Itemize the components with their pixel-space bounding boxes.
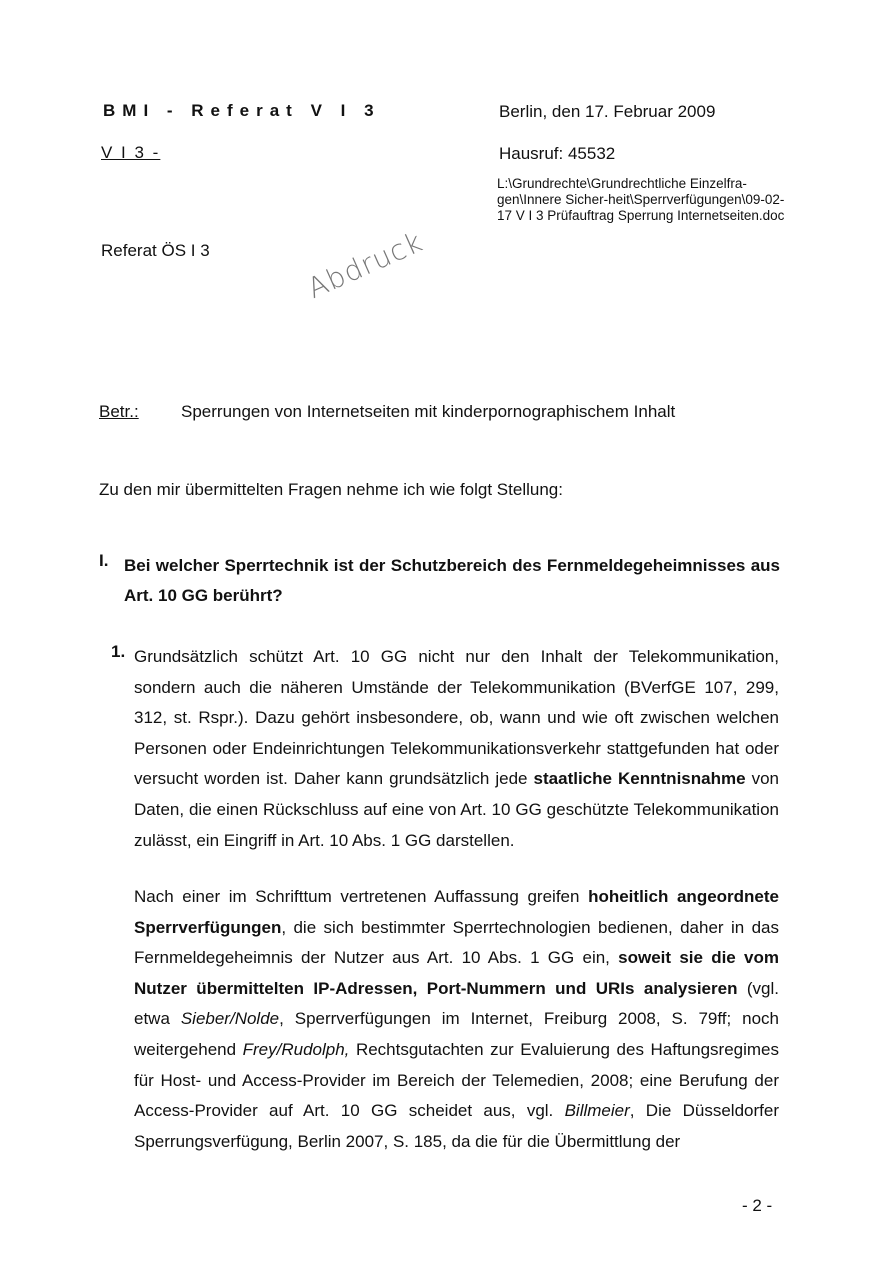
paragraph-2-text: Rechtsgutachten zur Evaluierung des Haftungsregimes für Host- und Access-Provider im Bereich der Telemedien, 2008; eine Berufung der Access-Provider auf Art. 10 GG scheidet aus, vgl. [134,1039,779,1121]
recipient: Referat ÖS I 3 [101,241,210,260]
paragraph-1 [134,642,779,856]
intro-paragraph: Zu den mir übermittelten Fragen nehme ich wie folgt Stellung: [99,480,563,499]
paragraph-2-emphasis: hoheitlich angeordnete Sperrverfügungen [134,887,779,937]
question-heading: Bei welcher Sperrtechnik ist der Schutzbereich des Fernmeldegeheimnisses aus Art. 10 GG berührt? [124,556,780,605]
phone-extension: Hausruf: 45532 [499,144,616,163]
point-number: 1. [111,642,126,661]
citation-author: Frey/Rudolph, [242,1039,350,1059]
question-number: I. [99,551,109,570]
paragraph-2-text: , die sich bestimmter Sperrtechnologien bedienen, daher in das Fernmeldegeheimnis der Nutzer aus Art. 10 Abs. 1 GG ein, [134,917,779,968]
paragraph-2-text: , Sperrverfügungen im Internet, Freiburg 2008, S. 79ff; noch weitergehend [134,1009,780,1059]
paragraph-2-text: , Die Düsseldorfer Sperrungsverfügung, Berlin 2007, S. 185, da die für die Übermittlung der [134,1101,779,1151]
file-code: V I 3 - [101,143,161,162]
paragraph-2 [134,882,779,1157]
citation-author: Sieber/Nolde [180,1009,280,1029]
page-number: - 2 - [742,1196,773,1215]
subject-label: Betr.: [99,402,139,421]
citation-author: Billmeier [564,1101,630,1121]
paragraph-2-emphasis: soweit sie die vom Nutzer übermittelten IP-Adressen, Port-Nummern und URIs analysieren [134,948,779,998]
subject-text: Sperrungen von Internetseiten mit kinderpornographischem Inhalt [181,402,676,421]
date-line: Berlin, den 17. Februar 2009 [499,102,716,121]
paragraph-2-text: Nach einer im Schrifttum vertretenen Auffassung greifen [134,887,589,906]
paragraph-1-text: Grundsätzlich schützt Art. 10 GG nicht nur den Inhalt der Telekommunikation, sondern auch die näheren Umstände der Telekommunikation (BVerfGE 107, 299, 312, st. Rspr.). Dazu gehört insbesondere, ob, wann und wie oft zwischen welchen Personen oder Endeinrichtungen Telekommunikationsverkehr stattgefunden hat oder versucht worden ist. Daher kann grundsätzlich jede [134,647,779,789]
paragraph-2-text: (vgl. etwa [134,978,779,1029]
paragraph-1-emphasis: staatliche Kenntnisnahme [533,769,746,789]
abdruck-stamp: Abdruck [302,224,428,305]
paragraph-1-text-end: von Daten, die einen Rückschluss auf eine von Art. 10 GG geschützte Telekommunikation zulässt, ein Eingriff in Art. 10 Abs. 1 GG darstellen. [134,769,780,850]
file-path: L:\Grundrechte\Grundrechtliche Einzelfra-gen\Innere Sicher-heit\Sperrverfügungen\09-02-17 V I 3 Prüfauftrag Sperrung Internetseiten.doc [497,176,785,223]
sender-department: BMI - Referat V I 3 [103,101,381,120]
